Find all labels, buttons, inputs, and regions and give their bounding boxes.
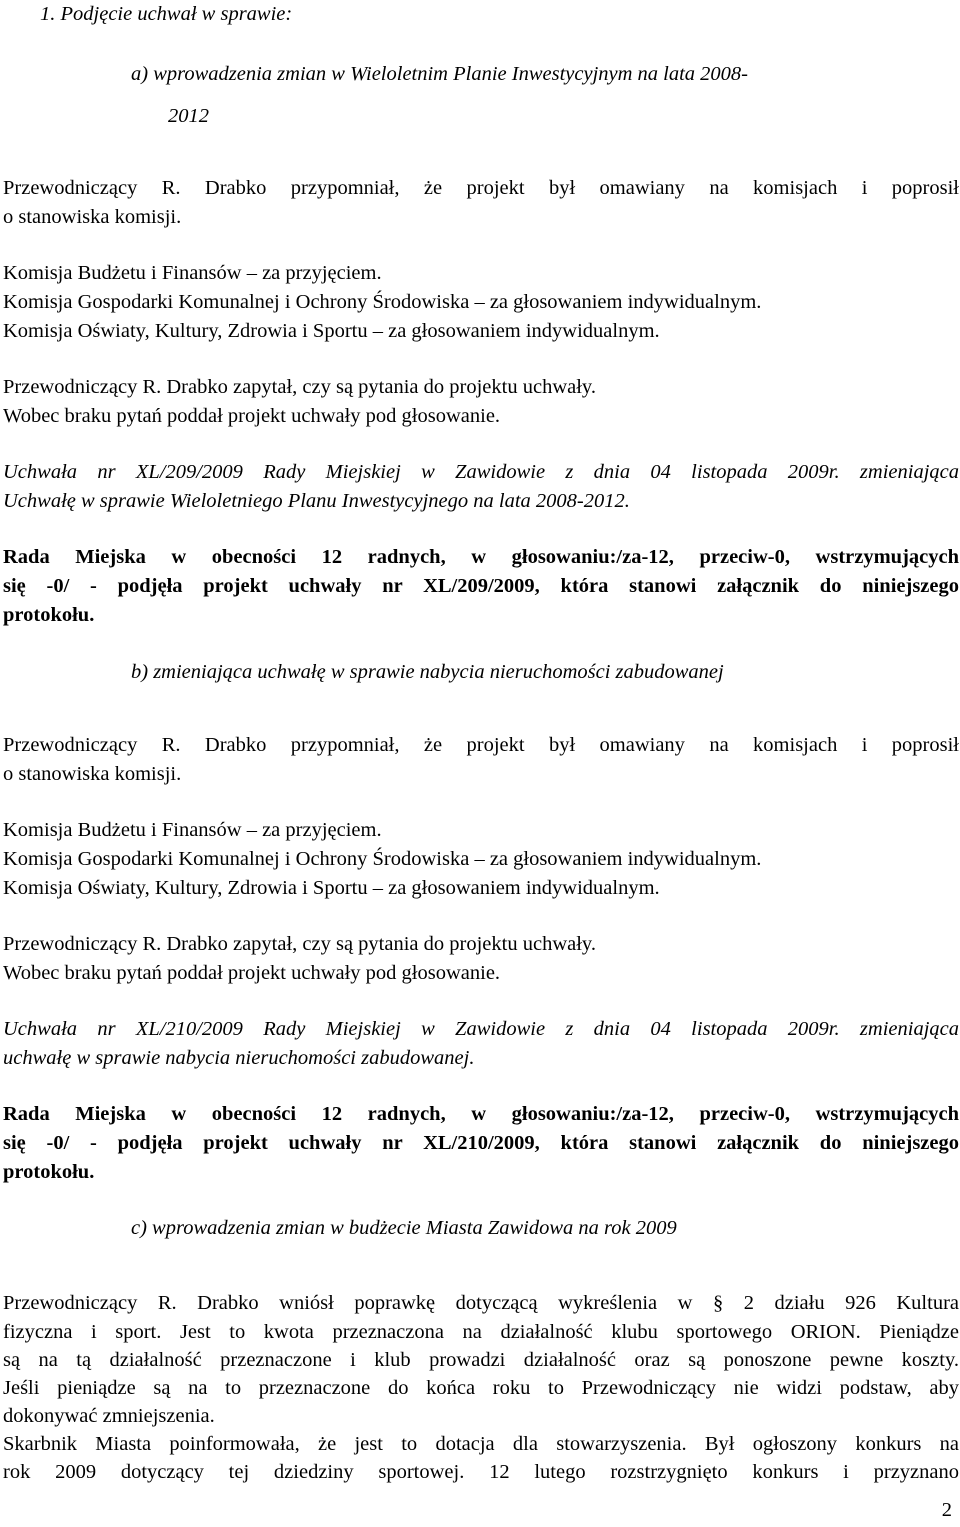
commission-opinion: Komisja Oświaty, Kultury, Zdrowia i Sportu – za głosowaniem indywidualnym.: [3, 877, 660, 899]
section-c-title: c) wprowadzenia zmian w budżecie Miasta Zawidowa na rok 2009: [131, 1217, 677, 1239]
paragraph: o stanowiska komisji.: [3, 763, 182, 785]
section-a-title-cont: 2012: [168, 105, 209, 127]
commission-opinion: Komisja Oświaty, Kultury, Zdrowia i Sportu – za głosowaniem indywidualnym.: [3, 320, 660, 342]
paragraph: dokonywać zmniejszenia.: [3, 1405, 215, 1427]
paragraph: Wobec braku pytań poddał projekt uchwały pod głosowanie.: [3, 405, 501, 427]
commission-opinion: Komisja Gospodarki Komunalnej i Ochrony Środowiska – za głosowaniem indywidualnym.: [3, 291, 762, 313]
paragraph: Przewodniczący R. Drabko zapytał, czy są pytania do projektu uchwały.: [3, 933, 596, 955]
vote-result: Rada Miejska w obecności 12 radnych, w głosowaniu:/za-12, przeciw-0, wstrzymujących: [3, 546, 959, 568]
resolution-title: Uchwałę w sprawie Wieloletniego Planu Inwestycyjnego na lata 2008-2012.: [3, 490, 630, 512]
vote-result: Rada Miejska w obecności 12 radnych, w głosowaniu:/za-12, przeciw-0, wstrzymujących: [3, 1103, 959, 1125]
paragraph: Jeśli pieniądze są na to przeznaczone do końca roku to Przewodniczący nie widzi podstaw, aby: [3, 1377, 959, 1399]
paragraph: fizyczna i sport. Jest to kwota przeznaczona na działalność klubu sportowego ORION. Pieniądze: [3, 1321, 959, 1343]
section-a-title: a) wprowadzenia zmian w Wieloletnim Planie Inwestycyjnym na lata 2008-: [131, 63, 749, 85]
vote-result: się -0/ - podjęła projekt uchwały nr XL/209/2009, która stanowi załącznik do niniejszego: [3, 575, 959, 597]
page-number: 2: [941, 1499, 952, 1521]
paragraph: Przewodniczący R. Drabko przypomniał, że projekt był omawiany na komisjach i poprosił: [3, 734, 959, 756]
paragraph: Skarbnik Miasta poinformowała, że jest to dotacja dla stowarzyszenia. Był ogłoszony konkurs na: [3, 1433, 959, 1455]
paragraph: rok 2009 dotyczący tej dziedziny sportowej. 12 lutego rozstrzygnięto konkurs i przyznano: [3, 1461, 959, 1483]
paragraph: Przewodniczący R. Drabko zapytał, czy są pytania do projektu uchwały.: [3, 376, 596, 398]
commission-opinion: Komisja Gospodarki Komunalnej i Ochrony Środowiska – za głosowaniem indywidualnym.: [3, 848, 762, 870]
resolution-title: uchwałę w sprawie nabycia nieruchomości zabudowanej.: [3, 1047, 475, 1069]
commission-opinion: Komisja Budżetu i Finansów – za przyjęciem.: [3, 819, 382, 841]
paragraph: o stanowiska komisji.: [3, 206, 182, 228]
vote-result: protokołu.: [3, 604, 95, 626]
vote-result: się -0/ - podjęła projekt uchwały nr XL/210/2009, która stanowi załącznik do niniejszego: [3, 1132, 959, 1154]
commission-opinion: Komisja Budżetu i Finansów – za przyjęciem.: [3, 262, 382, 284]
vote-result: protokołu.: [3, 1161, 95, 1183]
paragraph: Przewodniczący R. Drabko przypomniał, że projekt był omawiany na komisjach i poprosił: [3, 177, 959, 199]
resolution-title: Uchwała nr XL/209/2009 Rady Miejskiej w Zawidowie z dnia 04 listopada 2009r. zmieniająca: [3, 461, 959, 483]
paragraph: Przewodniczący R. Drabko wniósł poprawkę dotyczącą wykreślenia w § 2 działu 926 Kultura: [3, 1292, 959, 1314]
list-heading: 1. Podjęcie uchwał w sprawie:: [40, 3, 293, 25]
paragraph: Wobec braku pytań poddał projekt uchwały pod głosowanie.: [3, 962, 501, 984]
paragraph: są na tą działalność przeznaczone i klub prowadzi działalność oraz są ponoszone pewne koszty.: [3, 1349, 959, 1371]
section-b-title: b) zmieniająca uchwałę w sprawie nabycia nieruchomości zabudowanej: [131, 661, 724, 683]
resolution-title: Uchwała nr XL/210/2009 Rady Miejskiej w Zawidowie z dnia 04 listopada 2009r. zmieniająca: [3, 1018, 959, 1040]
